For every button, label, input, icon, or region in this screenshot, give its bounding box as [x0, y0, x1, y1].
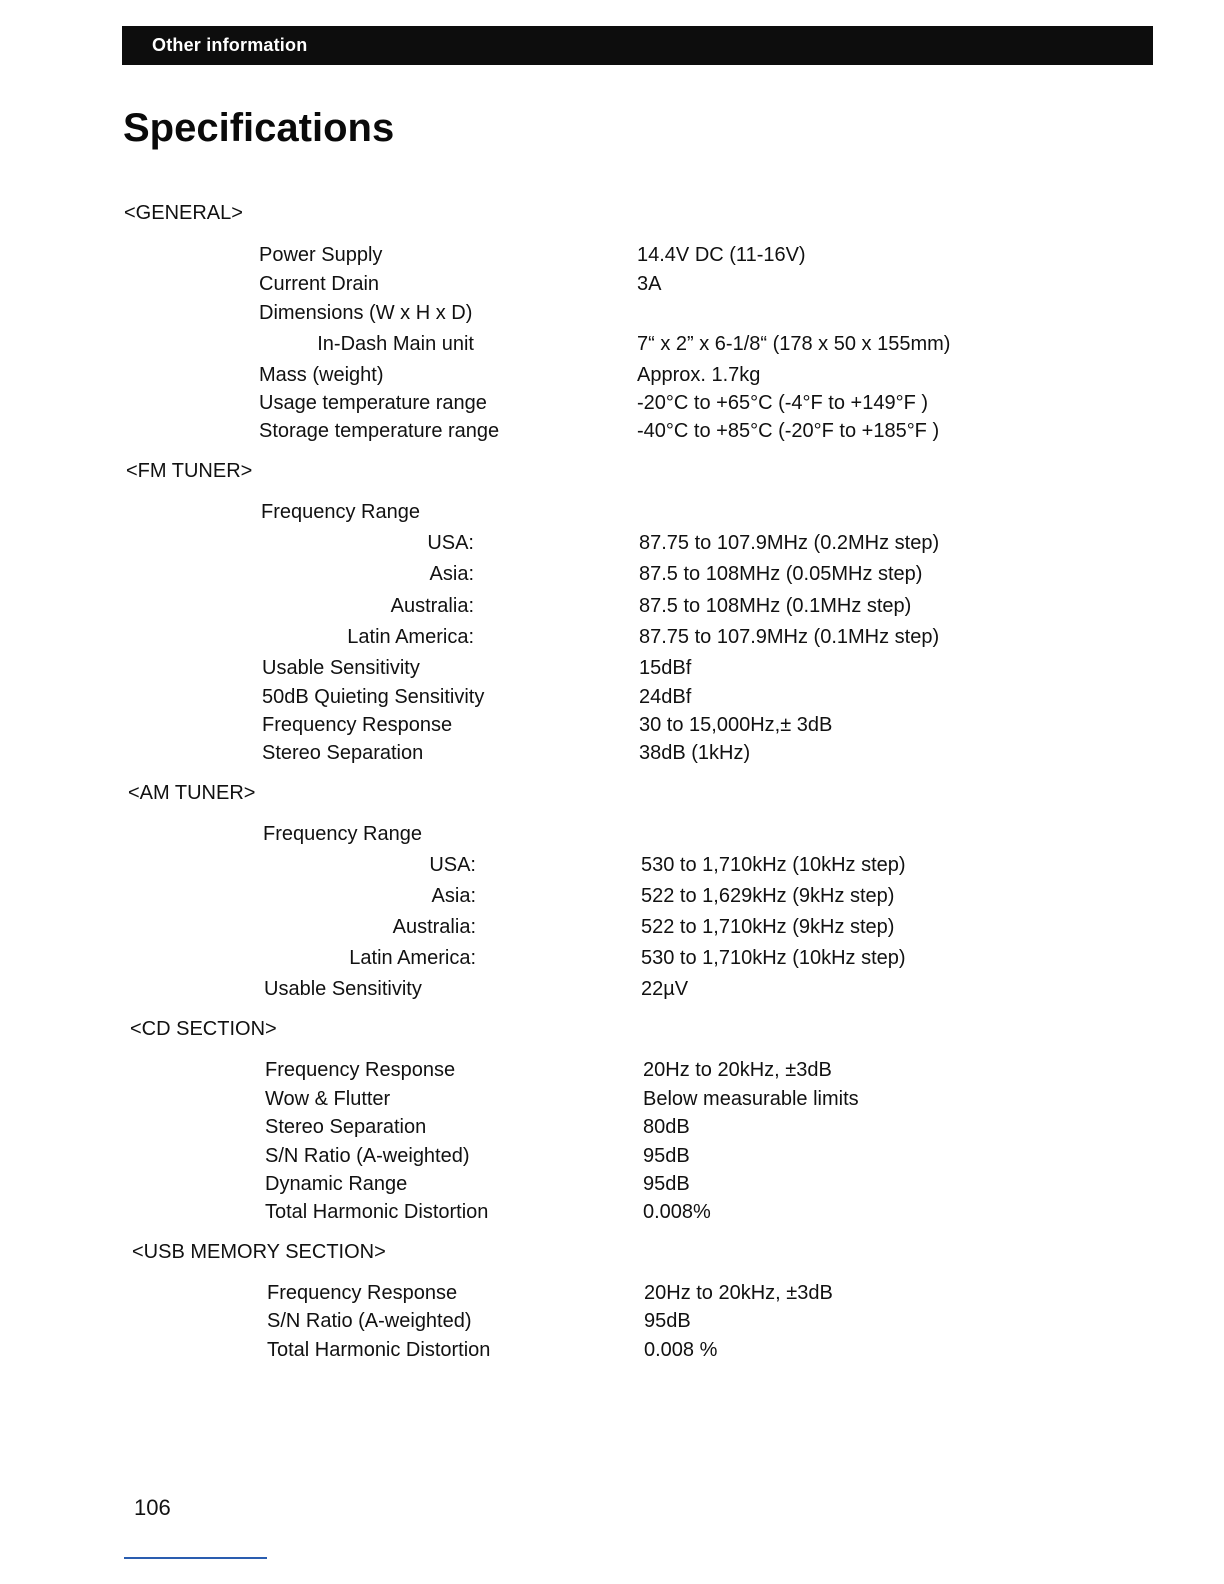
- spec-label: Frequency Response: [265, 1059, 456, 1081]
- spec-label: Frequency Response: [262, 714, 453, 736]
- page-number: 106: [134, 1495, 171, 1520]
- spec-label-region: Asia:: [431, 885, 476, 907]
- header-label: Other information: [152, 35, 308, 55]
- spec-label: Usable Sensitivity: [262, 657, 420, 679]
- section-title-cd: <CD SECTION>: [130, 1018, 277, 1040]
- spec-label-region: Asia:: [429, 563, 474, 585]
- section-title-usb: <USB MEMORY SECTION>: [132, 1241, 386, 1263]
- spec-label: Mass (weight): [259, 364, 384, 386]
- section-title-am-tuner: <AM TUNER>: [128, 782, 256, 804]
- spec-label: Storage temperature range: [259, 420, 500, 442]
- spec-value: 522 to 1,629kHz (9kHz step): [641, 885, 895, 907]
- spec-label-region: Latin America:: [347, 626, 474, 648]
- spec-value: 87.5 to 108MHz (0.1MHz step): [639, 595, 912, 617]
- header-bar: [122, 26, 1153, 65]
- spec-value: 95dB: [643, 1145, 690, 1167]
- spec-value: 87.75 to 107.9MHz (0.2MHz step): [639, 532, 940, 554]
- spec-label: Usage temperature range: [259, 392, 487, 414]
- spec-value: 3A: [637, 273, 662, 295]
- spec-label: S/N Ratio (A-weighted): [265, 1145, 470, 1167]
- spec-label: Stereo Separation: [262, 742, 424, 764]
- spec-label: Total Harmonic Distortion: [265, 1201, 489, 1223]
- spec-label: Usable Sensitivity: [264, 978, 422, 1000]
- spec-value: 20Hz to 20kHz, ±3dB: [644, 1282, 833, 1304]
- spec-label: Current Drain: [259, 273, 380, 295]
- spec-label: 50dB Quieting Sensitivity: [262, 686, 485, 708]
- spec-value: 0.008 %: [644, 1339, 718, 1361]
- spec-value: 38dB (1kHz): [639, 742, 751, 764]
- spec-label: Stereo Separation: [265, 1116, 427, 1138]
- spec-value: -40°C to +85°C (-20°F to +185°F ): [637, 420, 940, 442]
- spec-value: 0.008%: [643, 1201, 711, 1223]
- footer-rule: [124, 1557, 267, 1559]
- spec-value: Below measurable limits: [643, 1088, 859, 1110]
- spec-value: 30 to 15,000Hz,± 3dB: [639, 714, 833, 736]
- section-title-fm-tuner: <FM TUNER>: [126, 460, 253, 482]
- spec-label-region: USA:: [429, 854, 476, 876]
- spec-value: 80dB: [643, 1116, 690, 1138]
- spec-label: S/N Ratio (A-weighted): [267, 1310, 472, 1332]
- spec-label-region: Australia:: [390, 595, 474, 617]
- spec-value: 530 to 1,710kHz (10kHz step): [641, 947, 906, 969]
- spec-label: Frequency Range: [261, 501, 420, 523]
- spec-label-region: USA:: [427, 532, 474, 554]
- spec-label: Dimensions (W x H x D): [259, 302, 473, 324]
- spec-value: 15dBf: [639, 657, 692, 679]
- spec-value: 14.4V DC (11-16V): [637, 244, 806, 266]
- spec-label-region: Australia:: [392, 916, 476, 938]
- spec-value: 87.5 to 108MHz (0.05MHz step): [639, 563, 923, 585]
- spec-value: 522 to 1,710kHz (9kHz step): [641, 916, 895, 938]
- spec-label: Dynamic Range: [265, 1173, 408, 1195]
- spec-label-region: Latin America:: [349, 947, 476, 969]
- spec-label: Wow & Flutter: [265, 1088, 391, 1110]
- spec-label: Total Harmonic Distortion: [267, 1339, 491, 1361]
- spec-value: 22µV: [641, 978, 689, 1000]
- spec-value: 20Hz to 20kHz, ±3dB: [643, 1059, 832, 1081]
- section-title-general: <GENERAL>: [124, 202, 243, 224]
- spec-label: Frequency Range: [263, 823, 422, 845]
- spec-value: 95dB: [644, 1310, 691, 1332]
- spec-value: -20°C to +65°C (-4°F to +149°F ): [637, 392, 928, 414]
- spec-value: 7“ x 2” x 6-1/8“ (178 x 50 x 155mm): [637, 333, 951, 355]
- spec-value: 24dBf: [639, 686, 692, 708]
- spec-label: Power Supply: [259, 244, 383, 266]
- spec-value: Approx. 1.7kg: [637, 364, 761, 386]
- spec-value: 87.75 to 107.9MHz (0.1MHz step): [639, 626, 940, 648]
- spec-label-sub: In-Dash Main unit: [317, 333, 474, 355]
- spec-value: 95dB: [643, 1173, 690, 1195]
- spec-label: Frequency Response: [267, 1282, 458, 1304]
- spec-value: 530 to 1,710kHz (10kHz step): [641, 854, 906, 876]
- page-title: Specifications: [123, 106, 395, 150]
